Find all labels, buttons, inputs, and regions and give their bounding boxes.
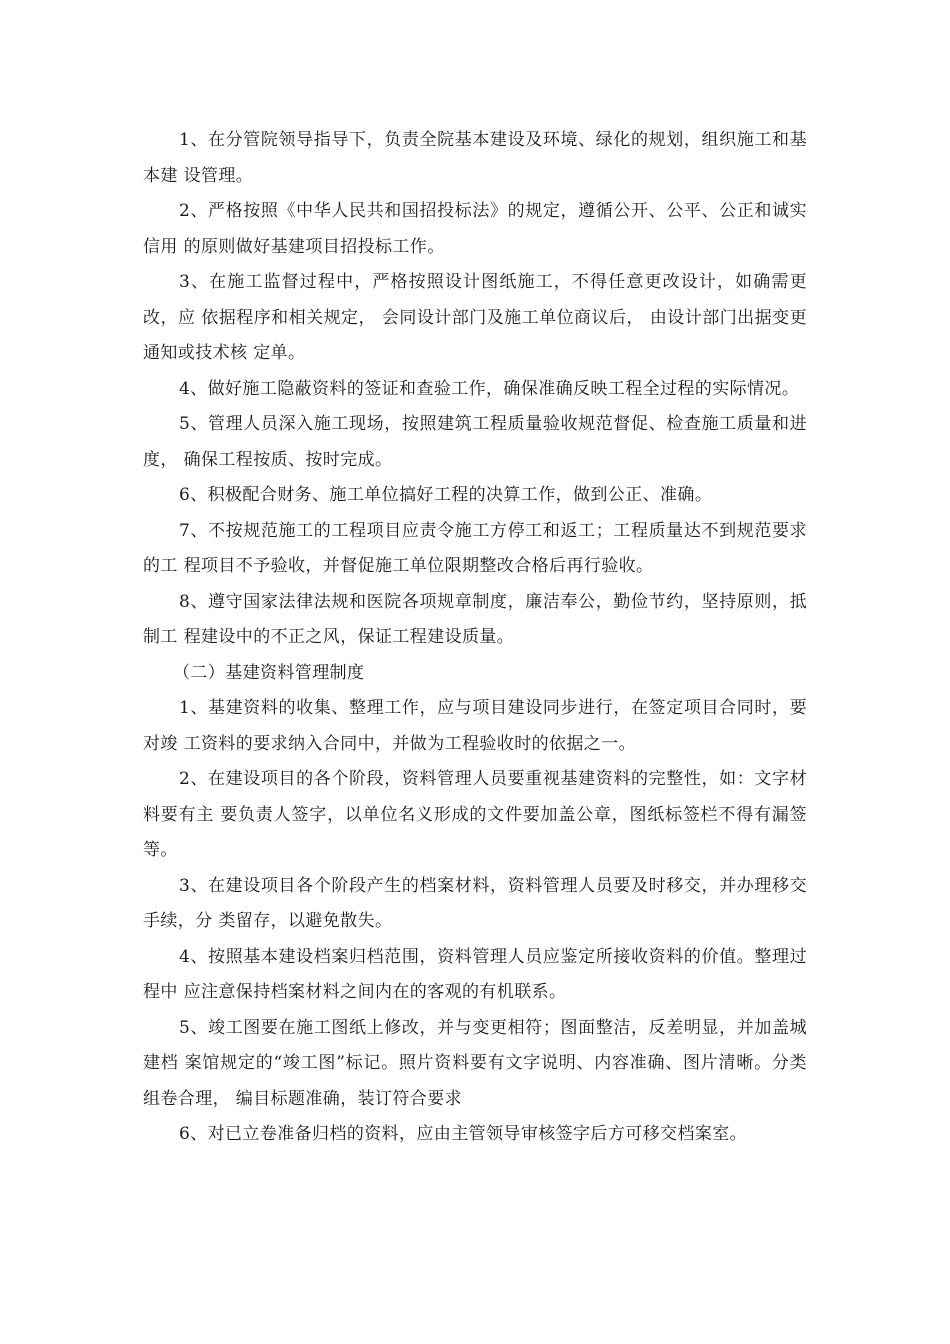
paragraph-8: 8、遵守国家法律法规和医院各项规章制度，廉洁奉公，勤俭节约，坚持原则，抵制工 程建设中的不正之风，保证工程建设质量。 xyxy=(143,591,807,647)
section-heading: （二）基建资料管理制度 xyxy=(173,662,365,683)
paragraph-5: 5、管理人员深入施工现场，按照建筑工程质量验收规范督促、检查施工质量和进度， 确保工程按质、按时完成。 xyxy=(143,414,807,470)
paragraph-6: 6、积极配合财务、施工单位搞好工程的决算工作，做到公正、准确。 xyxy=(179,485,713,505)
paragraph-2: 2、严格按照《中华人民共和国招投标法》的规定，遵循公开、公平、公正和诚实信用 的原则做好基建项目招投标工作。 xyxy=(143,201,807,257)
section-paragraph-6: 6、对已立卷准备归档的资料，应由主管领导审核签字后方可移交档案室。 xyxy=(179,1124,748,1144)
section-paragraph-3: 3、在建设项目各个阶段产生的档案材料，资料管理人员要及时移交，并办理移交手续，分 类留存，以避免散失。 xyxy=(143,875,807,931)
document-body xyxy=(143,123,807,1153)
section-paragraph-1: 1、基建资料的收集、整理工作，应与项目建设同步进行，在签定项目合同时，要对竣 工资料的要求纳入合同中，并做为工程验收时的依据之一。 xyxy=(143,698,807,754)
section-paragraph-2: 2、在建设项目的各个阶段，资料管理人员要重视基建资料的完整性，如：文字材料要有主 要负责人签字，以单位名义形成的文件要加盖公章，图纸标签栏不得有漏签等。 xyxy=(143,769,807,860)
section-paragraph-4: 4、按照基本建设档案归档范围，资料管理人员应鉴定所接收资料的价值。整理过程中 应注意保持档案材料之间内在的客观的有机联系。 xyxy=(143,946,807,1002)
paragraph-1: 1、在分管院领导指导下，负责全院基本建设及环境、绿化的规划，组织施工和基本建 设管理。 xyxy=(143,130,807,186)
paragraph-4: 4、做好施工隐蔽资料的签证和查验工作，确保准确反映工程全过程的实际情况。 xyxy=(179,378,800,399)
paragraph-7: 7、不按规范施工的工程项目应责令施工方停工和返工；工程质量达不到规范要求的工 程项目不予验收，并督促施工单位限期整改合格后再行验收。 xyxy=(143,520,807,576)
paragraph-3: 3、在施工监督过程中，严格按照设计图纸施工，不得任意更改设计，如确需更改，应 依据程序和相关规定， 会同设计部门及施工单位商议后， 由设计部门出据变更通知或技术核 定单。 xyxy=(143,272,807,363)
section-paragraph-5: 5、竣工图要在施工图纸上修改，并与变更相符；图面整洁，反差明显，并加盖城建档 案馆规定的“竣工图”标记。照片资料要有文字说明、内容准确、图片清晰。分类组卷合理， 编目标题准确，装订符合要求 xyxy=(143,1017,807,1109)
